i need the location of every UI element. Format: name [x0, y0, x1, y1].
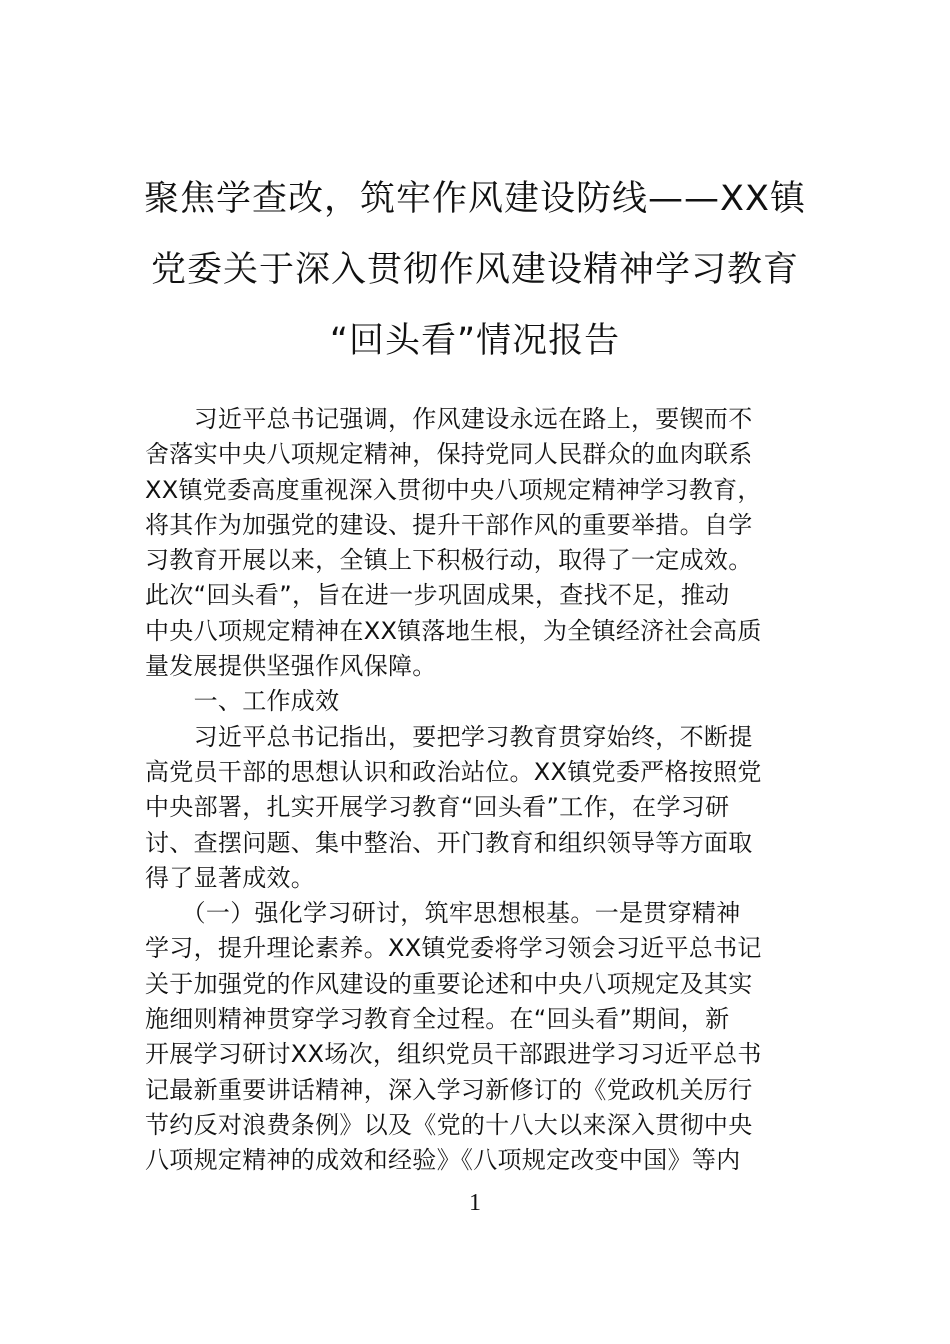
body-line: 将其作为加强党的建设、提升干部作风的重要举措。自学: [145, 510, 753, 539]
page-number: 1: [469, 1190, 481, 1216]
body-line: 学习，提升理论素养。XX镇党委将学习领会习近平总书记: [145, 934, 762, 963]
body-line: 习教育开展以来，全镇上下积极行动，取得了一定成效。: [145, 546, 753, 575]
title-line: 党委关于深入贯彻作风建设精神学习教育: [150, 250, 799, 290]
body-line: 施细则精神贯穿学习教育全过程。在“回头看”期间，新: [145, 1005, 730, 1034]
body-line: 量发展提供坚强作风保障。: [145, 652, 437, 681]
body-line: 关于加强党的作风建设的重要论述和中央八项规定及其实: [145, 969, 753, 998]
body-line: XX镇党委高度重视深入贯彻中央八项规定精神学习教育，: [145, 475, 762, 504]
body-line: 得了显著成效。: [145, 863, 316, 892]
body-line: 记最新重要讲话精神，深入学习新修订的《党政机关厉行: [145, 1075, 753, 1104]
body-line: 节约反对浪费条例》以及《党的十八大以来深入贯彻中央: [145, 1110, 753, 1139]
document-body: [145, 402, 807, 1179]
body-line: 八项规定精神的成效和经验》《八项规定改变中国》等内: [145, 1146, 741, 1175]
title-line: “回头看”情况报告: [329, 321, 621, 361]
body-line: 习近平总书记指出，要把学习教育贯穿始终，不断提: [145, 722, 753, 751]
body-line: 开展学习研讨XX场次，组织党员干部跟进学习习近平总书: [145, 1040, 762, 1069]
body-line: 此次“回头看”，旨在进一步巩固成果，查找不足，推动: [145, 581, 730, 610]
section-heading: 一、工作成效: [145, 687, 340, 716]
title-line: 聚焦学查改，筑牢作风建设防线——XX镇: [144, 179, 806, 219]
body-line: 中央八项规定精神在XX镇落地生根，为全镇经济社会高质: [145, 616, 762, 645]
body-line: 中央部署，扎实开展学习教育“回头看”工作，在学习研: [145, 793, 730, 822]
body-line: 习近平总书记强调，作风建设永远在路上，要锲而不: [145, 405, 753, 433]
document-title: [140, 164, 810, 377]
body-line: （一）强化学习研讨，筑牢思想根基。一是贯穿精神: [145, 899, 741, 928]
body-line: 高党员干部的思想认识和政治站位。XX镇党委严格按照党: [145, 757, 762, 786]
body-line: 舍落实中央八项规定精神，保持党同人民群众的血肉联系: [145, 440, 753, 469]
body-line: 讨、查摆问题、集中整治、开门教育和组织领导等方面取: [145, 828, 753, 857]
